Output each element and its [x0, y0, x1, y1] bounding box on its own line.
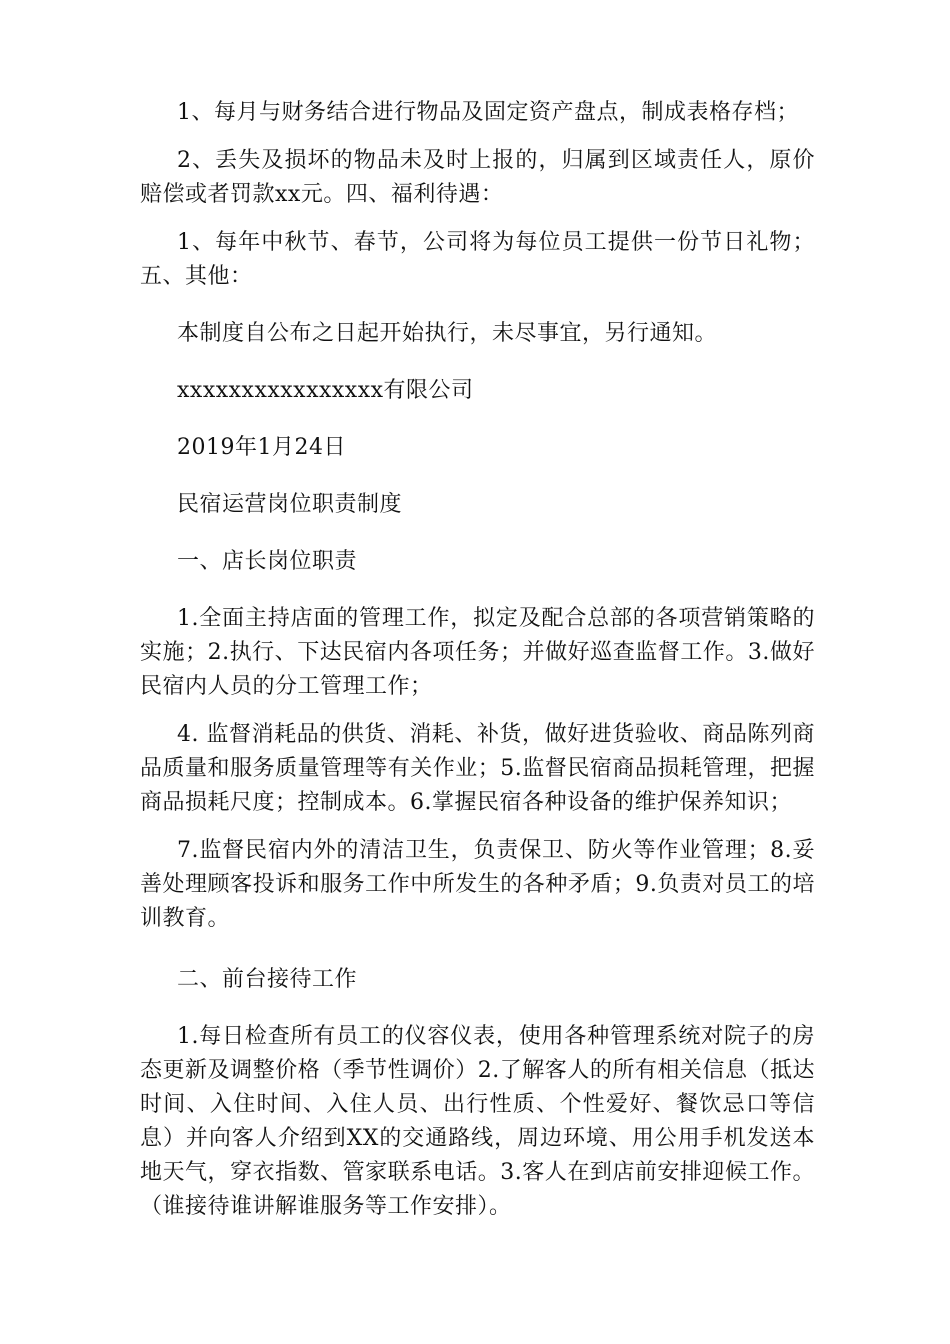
- paragraph-front-desk-duties: 1.每日检查所有员工的仪容仪表，使用各种管理系统对院子的房态更新及调整价格（季节性调价）2.了解客人的所有相关信息（抵达时间、入住时间、入住人员、出行性质、个性爱好、餐饮忌口等信息）并向客人介绍到XX的交通路线，周边环境、用公用手机发送本地天气，穿衣指数、管家联系电话。3.客人在到店前安排迎候工作。（谁接待谁讲解谁服务等工作安排）。: [140, 1024, 815, 1219]
- document-title: 民宿运营岗位职责制度: [177, 492, 403, 517]
- company-name: xxxxxxxxxxxxxxxx有限公司: [177, 378, 474, 403]
- document-date: 2019年1月24日: [177, 435, 346, 460]
- section-heading-manager: 一、店长岗位职责: [177, 549, 358, 574]
- paragraph-manager-duties-3: 7.监督民宿内外的清洁卫生，负责保卫、防火等作业管理；8.妥善处理顾客投诉和服务工作中所发生的各种矛盾；9.负责对员工的培训教育。: [140, 838, 815, 931]
- paragraph-manager-duties-1: 1.全面主持店面的管理工作，拟定及配合总部的各项营销策略的实施；2.执行、下达民宿内各项任务；并做好巡查监督工作。3.做好民宿内人员的分工管理工作；: [140, 606, 815, 699]
- paragraph-effective-notice: 本制度自公布之日起开始执行，未尽事宜，另行通知。: [177, 321, 718, 346]
- document-page: [140, 96, 815, 1224]
- paragraph-manager-duties-2: 4. 监督消耗品的供货、消耗、补货，做好进货验收、商品陈列商品质量和服务质量管理等有关作业；5.监督民宿商品损耗管理，把握商品损耗尺度；控制成本。6.掌握民宿各种设备的维护保养知识；: [140, 722, 815, 815]
- paragraph-inventory-rule: 1、每月与财务结合进行物品及固定资产盘点，制成表格存档；: [177, 100, 799, 125]
- paragraph-loss-compensation: 2、丢失及损坏的物品未及时上报的，归属到区域责任人，原价赔偿或者罚款xx元。四、福利待遇：: [140, 148, 815, 207]
- section-heading-front-desk: 二、前台接待工作: [177, 967, 358, 992]
- paragraph-holiday-gift: 1、每年中秋节、春节，公司将为每位员工提供一份节日礼物；五、其他：: [140, 230, 815, 289]
